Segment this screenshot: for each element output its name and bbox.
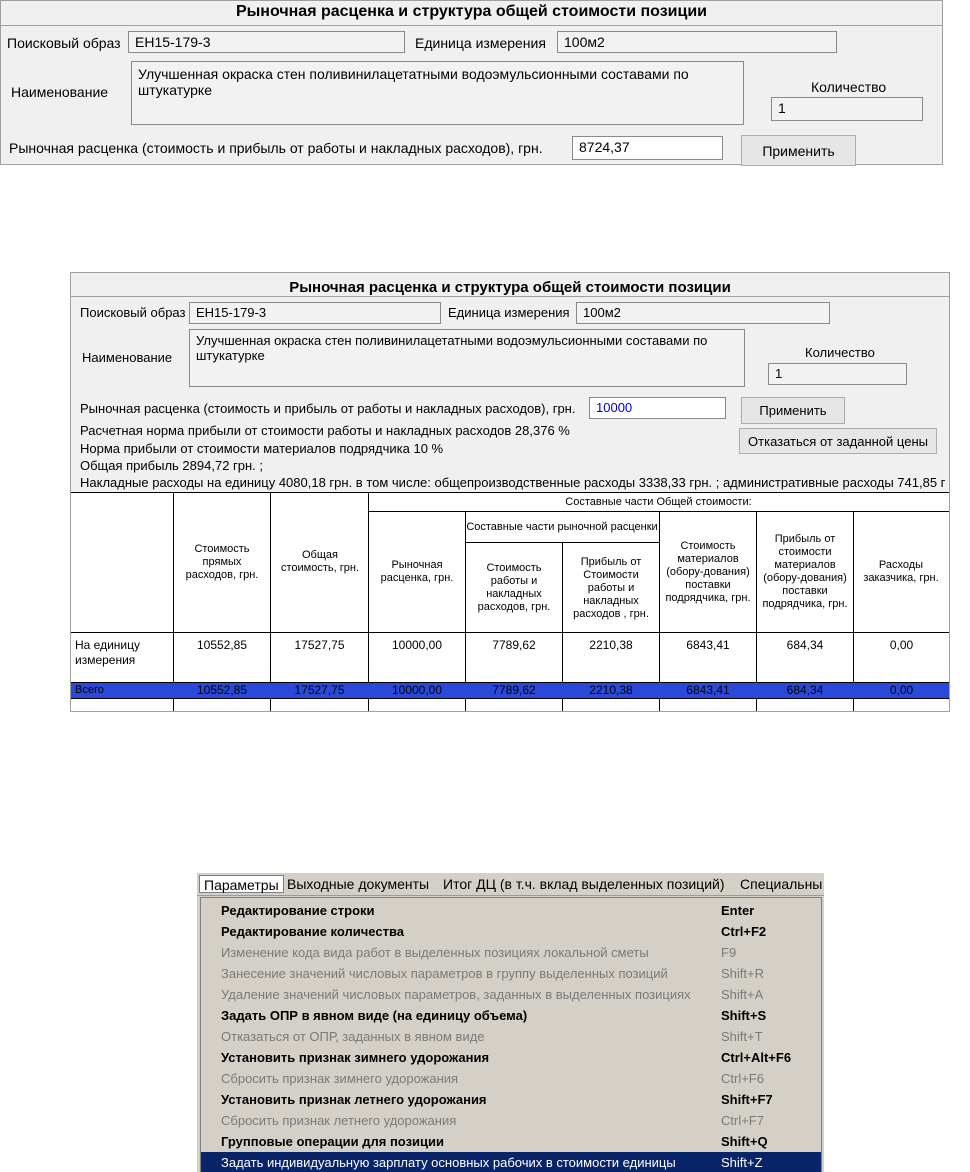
- qty-field[interactable]: 1: [771, 97, 923, 121]
- price-input[interactable]: 10000: [589, 397, 726, 419]
- menu-item-label: Установить признак зимнего удорожания: [221, 1050, 490, 1065]
- table-row[interactable]: [71, 633, 949, 682]
- menu-item-label: Задать индивидуальную зарплату основных рабочих в стоимости единицы: [221, 1155, 676, 1170]
- price-label: Рыночная расценка (стоимость и прибыль от работы и накладных расходов), грн.: [9, 140, 543, 156]
- menu-item-shortcut: Shift+F7: [721, 1092, 773, 1107]
- col-header-materials: Стоимость материалов (обору-дования) поставки подрядчика, грн.: [665, 539, 751, 604]
- menu-item-set-opr[interactable]: [201, 1005, 821, 1026]
- price-label: Рыночная расценка (стоимость и прибыль от работы и накладных расходов), грн.: [80, 401, 576, 416]
- menu-item-label: Редактирование строки: [221, 903, 375, 918]
- menu-item-set-summer[interactable]: [201, 1089, 821, 1110]
- menu-tab-parameters[interactable]: Параметры: [199, 875, 284, 893]
- menu-item-label: Задать ОПР в явном виде (на единицу объема): [221, 1008, 528, 1023]
- cell-total-cost: 17527,75: [294, 683, 345, 697]
- market-price-panel-initial: [0, 0, 943, 165]
- col-header-direct-costs: Стоимость прямых расходов, грн.: [185, 542, 259, 581]
- col-header-work-overhead: Стоимость работы и накладных расходов, грн.: [477, 562, 551, 613]
- cell-materials: 6843,41: [686, 683, 730, 697]
- menu-item-set-winter[interactable]: [201, 1047, 821, 1068]
- cell-customer-costs: 0,00: [889, 638, 914, 652]
- menu-item-label: Изменение кода вида работ в выделенных позициях локальной сметы: [221, 945, 649, 960]
- table-row-selected[interactable]: [71, 683, 949, 698]
- menu-item-edit-quantity[interactable]: [201, 921, 821, 942]
- profit-rate-work-text: Расчетная норма прибыли от стоимости работы и накладных расходов 28,376 %: [80, 423, 570, 438]
- menu-item-label: Сбросить признак летнего удорожания: [221, 1113, 457, 1128]
- qty-label: Количество: [805, 345, 875, 360]
- menu-item-label: Удаление значений числовых параметров, заданных в выделенных позициях: [221, 987, 691, 1002]
- title-divider: [1, 25, 942, 26]
- menu-item-shortcut: Ctrl+F2: [721, 924, 767, 939]
- menu-item-cancel-opr[interactable]: [201, 1026, 821, 1047]
- name-label: Наименование: [11, 84, 109, 100]
- unit-label: Единица измерения: [415, 35, 546, 51]
- col-header-market-price: Рыночная расценка, грн.: [380, 559, 454, 584]
- subgroup-header: Составные части рыночной расценки: [466, 520, 658, 533]
- menu-item-shortcut: Ctrl+F7: [721, 1113, 764, 1128]
- cell-work-overhead: 7789,62: [492, 638, 536, 652]
- cell-total-cost: 17527,75: [294, 638, 345, 652]
- menu-bar: [197, 873, 824, 896]
- cell-profit-materials: 684,34: [786, 683, 824, 697]
- menu-item-shortcut: F9: [721, 945, 737, 960]
- menu-item-label: Редактирование количества: [221, 924, 404, 939]
- panel-title: Рыночная расценка и структура общей стоимости позиции: [235, 3, 708, 20]
- menu-item-label: Групповые операции для позиции: [221, 1134, 444, 1149]
- cost-structure-table: [71, 492, 949, 712]
- cell-market-price: 10000,00: [391, 638, 443, 652]
- menu-item-edit-row[interactable]: [201, 900, 821, 921]
- row-label: Всего: [75, 684, 104, 696]
- cell-direct-costs: 10552,85: [196, 638, 248, 652]
- menu-item-shortcut: Enter: [721, 903, 755, 918]
- unit-label: Единица измерения: [448, 305, 570, 320]
- menu-item-shortcut: Shift+Q: [721, 1134, 768, 1149]
- col-header-profit-materials: Прибыль от стоимости материалов (обору-дования) поставки подрядчика, грн.: [762, 533, 848, 610]
- parameters-menu: [197, 873, 824, 1172]
- menu-item-shortcut: Shift+S: [721, 1008, 767, 1023]
- unit-field[interactable]: 100м2: [557, 31, 837, 53]
- menu-item-shortcut: Shift+A: [721, 987, 764, 1002]
- profit-rate-materials-text: Норма прибыли от стоимости материалов подрядчика 10 %: [80, 441, 444, 456]
- qty-field[interactable]: 1: [768, 363, 907, 385]
- menu-item-delete-params[interactable]: [201, 984, 821, 1005]
- menu-item-reset-summer[interactable]: [201, 1110, 821, 1131]
- menu-item-shortcut: Ctrl+F6: [721, 1071, 764, 1086]
- menu-item-shortcut: Shift+Z: [721, 1155, 763, 1170]
- total-profit-text: Общая прибыль 2894,72 грн. ;: [80, 458, 264, 473]
- panel-title: Рыночная расценка и структура общей стоимости позиции: [289, 279, 731, 296]
- menu-item-shortcut: Shift+R: [721, 966, 764, 981]
- apply-button[interactable]: Применить: [741, 135, 856, 166]
- menu-tab-special[interactable]: Специальны: [740, 876, 823, 892]
- price-input[interactable]: 8724,37: [572, 136, 723, 160]
- menu-item-reset-winter[interactable]: [201, 1068, 821, 1089]
- col-header-customer-costs: Расходы заказчика, грн.: [863, 559, 939, 584]
- unit-field[interactable]: 100м2: [576, 302, 830, 324]
- menu-item-shortcut: Shift+T: [721, 1029, 763, 1044]
- menu-tab-output-documents[interactable]: Выходные документы: [287, 876, 430, 892]
- cancel-price-button[interactable]: Отказаться от заданной цены: [739, 428, 937, 454]
- col-header-total-cost: Общая стоимость, грн.: [281, 549, 359, 574]
- cell-profit-work: 2210,38: [589, 638, 633, 652]
- cell-market-price: 10000,00: [391, 683, 443, 697]
- menu-item-label: Отказаться от ОПР, заданных в явном виде: [221, 1029, 485, 1044]
- row-label: На единицу измерения: [75, 638, 140, 667]
- cell-direct-costs: 10552,85: [196, 683, 248, 697]
- col-header-profit-work: Прибыль от Стоимости работы и накладных расходов , грн.: [573, 555, 649, 620]
- apply-button[interactable]: Применить: [741, 397, 845, 424]
- menu-item-change-work-code[interactable]: [201, 942, 821, 963]
- table-border: [71, 698, 949, 699]
- cell-customer-costs: 0,00: [889, 683, 914, 697]
- overhead-text: Накладные расходы на единицу 4080,18 грн. в том числе: общепроизводственные расходы 3338,33 грн. ; административные расходы 741,85 г: [80, 475, 946, 490]
- menu-tab-total[interactable]: Итог ДЦ (в т.ч. вклад выделенных позиций): [443, 876, 725, 892]
- group-header: Составные части Общей стоимости:: [565, 495, 752, 508]
- cell-work-overhead: 7789,62: [492, 683, 536, 697]
- cell-profit-work: 2210,38: [589, 683, 633, 697]
- menu-item-shortcut: Ctrl+Alt+F6: [721, 1050, 792, 1065]
- cell-profit-materials: 684,34: [786, 638, 824, 652]
- cell-materials: 6843,41: [686, 638, 730, 652]
- qty-label: Количество: [811, 79, 887, 95]
- search-field[interactable]: ЕН15-179-3: [189, 302, 441, 324]
- menu-item-label: Установить признак летнего удорожания: [221, 1092, 487, 1107]
- name-label: Наименование: [82, 350, 173, 365]
- menu-item-fill-group-params[interactable]: [201, 963, 821, 984]
- menu-item-group-operations[interactable]: [201, 1131, 821, 1152]
- search-field[interactable]: ЕН15-179-3: [128, 31, 405, 53]
- title-divider: [71, 296, 949, 297]
- menu-item-label: Сбросить признак зимнего удорожания: [221, 1071, 459, 1086]
- search-label: Поисковый образ: [7, 35, 121, 51]
- name-field[interactable]: Улучшенная окраска стен поливинилацетатными водоэмульсионными составами по штукатурке: [189, 329, 745, 387]
- menu-item-label: Занесение значений числовых параметров в группу выделенных позиций: [221, 966, 668, 981]
- menu-dropdown: [200, 897, 822, 1172]
- search-label: Поисковый образ: [80, 305, 186, 320]
- name-field[interactable]: Улучшенная окраска стен поливинилацетатными водоэмульсионными составами по штукатурке: [131, 61, 744, 125]
- market-price-panel-applied: [70, 272, 950, 712]
- menu-item-individual-salary[interactable]: [201, 1152, 821, 1172]
